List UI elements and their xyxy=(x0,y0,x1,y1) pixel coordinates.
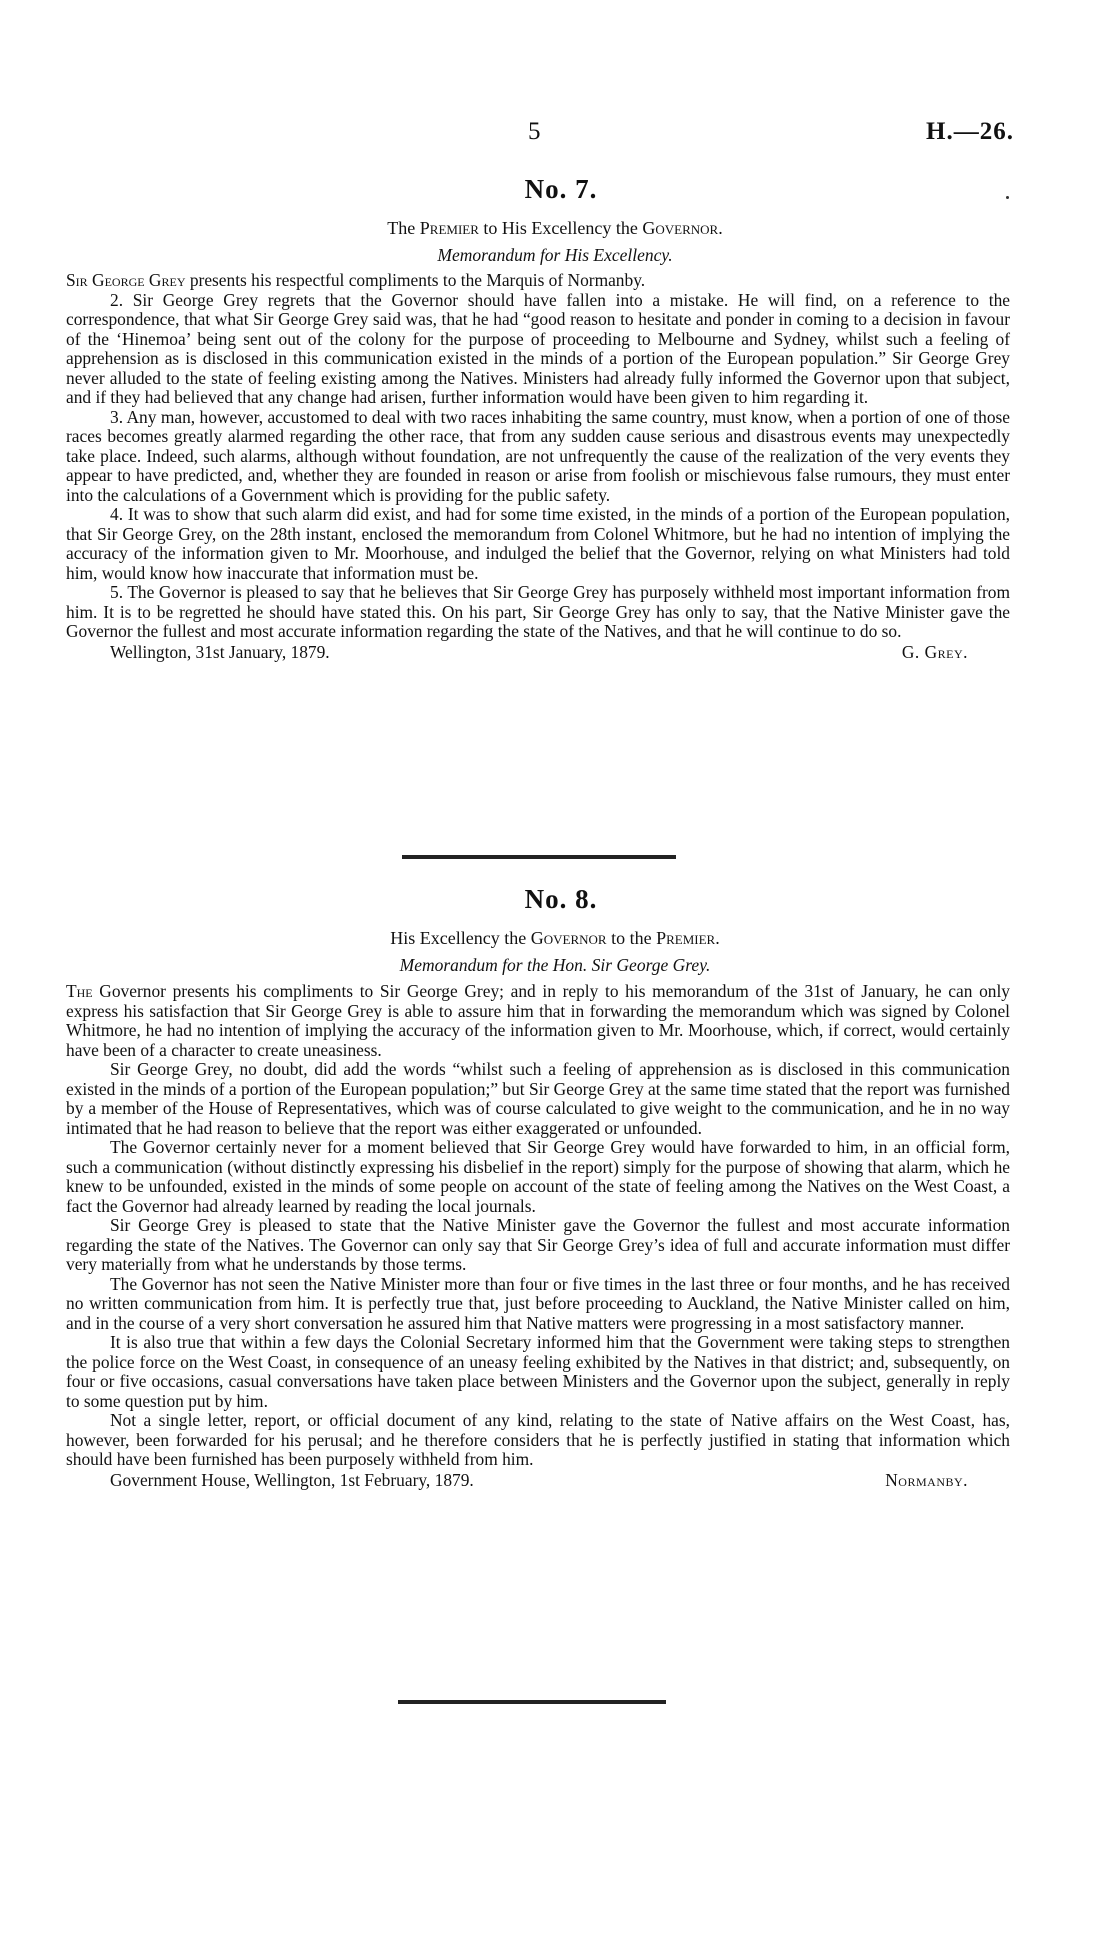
lead-name: Sir George Grey xyxy=(66,270,186,290)
paragraph: Sir George Grey is pleased to state that the Native Minister gave the Governor the fullest and most accurate information regarding the state of the Natives. The Governor can only say that Sir George Grey’s idea of full and accurate information must differ very materially from what he understands by those terms. xyxy=(66,1215,1010,1274)
recipient: Governor xyxy=(642,218,719,238)
paragraph: 4. It was to show that such alarm did exist, and had for some time existed, in the minds of a portion of the European population, that Sir George Grey, on the 28th instant, enclosed the memorandum from Colonel Whitmore, but he had no intention of implying the accuracy of the information given to Mr. Moorhouse, and indulged the belief that the Governor, relying on what Ministers had told him, would know how inaccurate that information must be. xyxy=(66,504,1010,583)
section-no-8 xyxy=(66,884,1010,1492)
place-date: Wellington, 31st January, 1879. xyxy=(110,641,330,662)
page-header xyxy=(0,118,1114,148)
recipient: Premier xyxy=(656,928,716,948)
sender: Governor xyxy=(530,928,607,948)
paragraph: 3. Any man, however, accustomed to deal with two races inhabiting the same country, must know, when a portion of one of those races becomes greatly alarmed regarding the other race, that from any sudden cause serious and disastrous events may unexpectedly take place. Indeed, such alarms, although without foundation, are not unfrequently the cause of the realization of the very events they appear to have predicted, and, whether they are founded in reason or arise from foolish or mischievous false rumours, they must enter into the calculations of a Government which is providing for the public safety. xyxy=(66,406,1010,505)
paragraph: 5. The Governor is pleased to say that he believes that Sir George Grey has purposely withheld most important information from him. It is to be regretted he should have stated this. On his part, Sir George Grey has only to say, that the Native Minister gave the Governor the fullest and most accurate information regarding the state of the Natives, and that he will continue to do so. xyxy=(66,582,1010,641)
opening-paragraph: Sir George Grey presents his respectful compliments to the Marquis of Normanby. xyxy=(66,270,646,290)
memo-title: Memorandum for the Hon. Sir George Grey. xyxy=(399,955,711,975)
lead-name: The xyxy=(66,981,93,1001)
signature-row xyxy=(66,642,1010,664)
paragraph: The Governor has not seen the Native Minister more than four or five times in the last three or four months, and he has received no written communication from him. It is perfectly true that, just before proceeding to Auckland, the Native Minister called on him, and in the course of a very short conversation he assured him that Native matters were progressing in a most satisfactory manner. xyxy=(66,1273,1010,1333)
memo-title: Memorandum for His Excellency. xyxy=(437,245,673,265)
paragraph: The Governor certainly never for a moment believed that Sir George Grey would have forwarded to him, in an official form, such a communication (without distinctly expressing his disbelief in the report) simply for the purpose of showing that alarm, which he knew to be unfounded, existed in the minds of some people on account of the state of feeling among the Natives on the West Coast, a fact the Governor had already learned by reading the local journals. xyxy=(66,1137,1010,1216)
page-number: 5 xyxy=(528,118,541,145)
place-date: Government House, Wellington, 1st February, 1879. xyxy=(110,1469,474,1490)
document-reference: H.—26. xyxy=(926,118,1014,145)
section-heading: No. 7. xyxy=(524,174,598,204)
memo-body xyxy=(66,271,1010,642)
paragraph: 2. Sir George Grey regrets that the Governor should have fallen into a mistake. He will find, on a reference to the correspondence, that what Sir George Grey said was, that he had “good reason to hesitate and ponder in coming to a decision in favour of the ‘Hinemoa’ being sent out of the colony for the purpose of proceeding to Melbourne and Sydney, whilst such a feeling of apprehension as is disclosed in this communication existed in the minds of a portion of the European population.” Sir George Grey never alluded to the state of feeling existing among the Natives. Ministers had already fully informed the Governor upon that subject, and if they had believed that any change had arisen, further information would have been given to him regarding it. xyxy=(66,289,1010,407)
from-to-line: His Excellency the Governor to the Premier. xyxy=(390,928,720,948)
end-rule xyxy=(398,1700,666,1704)
paragraph: Sir George Grey, no doubt, did add the words “whilst such a feeling of apprehension as is disclosed in this communication existed in the minds of a portion of the European population;” but Sir George Grey at the same time stated that the report was furnished by a member of the House of Representatives, which was of course calculated to give weight to the communication, and he in no way intimated that he had reason to believe that the report was either exaggerated or unfounded. xyxy=(66,1059,1010,1138)
section-divider xyxy=(402,855,676,859)
paragraph: Not a single letter, report, or official document of any kind, relating to the state of Native affairs on the West Coast, has, however, been forwarded for his perusal; and he therefore considers that he is perfectly justified in stating that information which should have been furnished has been purposely withheld from him. xyxy=(66,1410,1010,1469)
paragraph: It is also true that within a few days the Colonial Secretary informed him that the Government were taking steps to strengthen the police force on the West Coast, in consequence of an uneasy feeling exhibited by the Natives in that district; and, subsequently, on four or five occasions, casual conversations have taken place between Ministers and the Governor upon the subject, generally in reply to some question put by him. xyxy=(66,1332,1010,1411)
section-no-7 xyxy=(66,174,1010,664)
opening-paragraph: The Governor presents his compliments to Sir George Grey; and in reply to his memorandum of the 31st of January, he can only express his satisfaction that Sir George Grey is able to assure him that in forwarding the memorandum which was signed by Colonel Whitmore, he had no intention of implying the accuracy of the information given to Mr. Moorhouse, which, if correct, would certainly have been of a character to create uneasiness. xyxy=(66,981,1010,1060)
signature-row xyxy=(66,1470,1010,1492)
memo-body xyxy=(66,982,1010,1470)
sender: Premier xyxy=(419,218,479,238)
signature: G. Grey. xyxy=(901,641,968,662)
from-to-line: The Premier to His Excellency the Governor. xyxy=(387,218,723,238)
signature: Normanby. xyxy=(885,1469,968,1490)
section-heading: No. 8. xyxy=(524,884,598,914)
